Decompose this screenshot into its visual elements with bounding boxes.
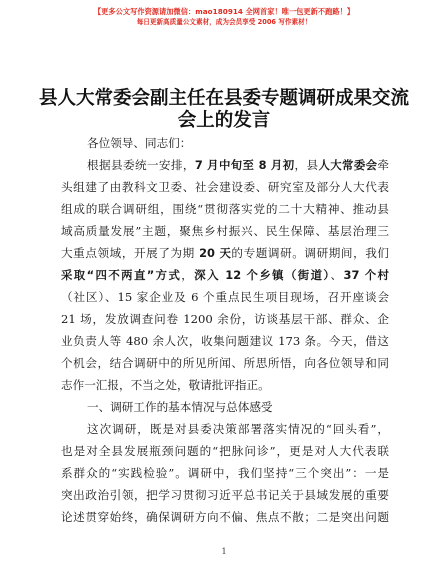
paragraph-1-line-5	[61, 243, 389, 263]
text-span: 业负责人等 480 余人次，收集问题建议 173 条。今天，借这	[61, 334, 389, 348]
document-title-line-1: 县人大常委会副主任在县委专题调研成果交流	[38, 88, 409, 109]
text-span: 组成的联合调研组，围绕“贯彻落实党的二十大精神、推动县	[61, 202, 389, 216]
page-number: 1	[221, 547, 227, 556]
paragraph-1-line-3	[61, 199, 389, 219]
text-span: 个机会，结合调研中的所见所闻、所思所悟，向各位领导和同	[61, 356, 389, 370]
text-span: 志作一汇报，不当之处，敬请批评指正。	[61, 378, 270, 392]
paragraph-1-line-2	[61, 177, 389, 197]
text-span: 、	[330, 268, 344, 282]
paragraph-1-line-6	[61, 265, 389, 285]
text-span: 头组建了由教科文卫委、社会建设委、研究室及部分人大代表	[61, 180, 389, 194]
text-span: ，县	[294, 158, 319, 172]
text-span: 大重点领域，开展了为期	[61, 246, 200, 260]
text-span: ，	[181, 268, 195, 282]
paragraph-1-line-4	[61, 221, 389, 241]
paragraph-2-line-3: 系群众的“实践检验”。调研中，我们坚持“三个突出”：一是	[61, 466, 389, 480]
bold-towns: 深入 12 个乡镇（街道）	[194, 268, 331, 282]
bold-date-range: 7 月中旬至 8 月初	[194, 158, 295, 172]
document-title-line-2: 会上的发言	[177, 110, 271, 131]
paragraph-1-line-7	[61, 287, 389, 307]
bold-villages: 37 个村	[343, 268, 389, 282]
paragraph-2-line-1: 这次调研，既是对县委决策部署落实情况的“回头看”，	[87, 422, 389, 436]
text-span: 牵	[377, 158, 389, 172]
paragraph-1-line-10	[61, 353, 389, 373]
bold-method: 采取“四不两直”方式	[61, 268, 182, 282]
paragraph-1-line-8	[61, 309, 389, 329]
section-1-heading: 一、调研工作的基本情况与总体感受	[87, 400, 273, 414]
text-span: （社区）、15 家企业及 6 个重点民生项目现场，召开座谈会	[61, 290, 389, 304]
text-span: 根据县委统一安排，	[87, 158, 195, 172]
paragraph-1-line-11	[61, 375, 389, 395]
bold-duration: 20 天	[199, 246, 232, 260]
paragraph-2-line-4: 突出政治引领，把学习贯彻习近平总书记关于县域发展的重要	[61, 488, 389, 502]
greeting: 各位领导、同志们：	[87, 136, 192, 150]
promo-banner-line-2: 每日更新高质量公文素材，成为会员享受 2006 写作素材！	[136, 18, 312, 26]
text-span: 21 场，发放调查问卷 1200 余份，访谈基层干部、群众、企	[61, 312, 389, 326]
paragraph-1-line-1	[87, 155, 389, 175]
bold-organization: 人大常委会	[318, 158, 378, 172]
text-span: 域高质量发展”主题，聚焦乡村振兴、民生保障、基层治理三	[61, 224, 389, 238]
text-span: 的专题调研。调研期间，我们	[231, 246, 389, 260]
promo-banner	[0, 7, 448, 27]
paragraph-2-line-5: 论述贯穿始终，确保调研方向不偏、焦点不散；二是突出问题	[61, 510, 389, 524]
paragraph-2-line-2: 也是对全县发展瓶颈问题的“把脉问诊”，更是对人大代表联	[61, 444, 389, 458]
promo-banner-line-1: 【更多公文写作资源请加微信：mao180914 全网首家！唯一包更新不跑路！】	[93, 7, 355, 16]
paragraph-1-line-9	[61, 331, 389, 351]
